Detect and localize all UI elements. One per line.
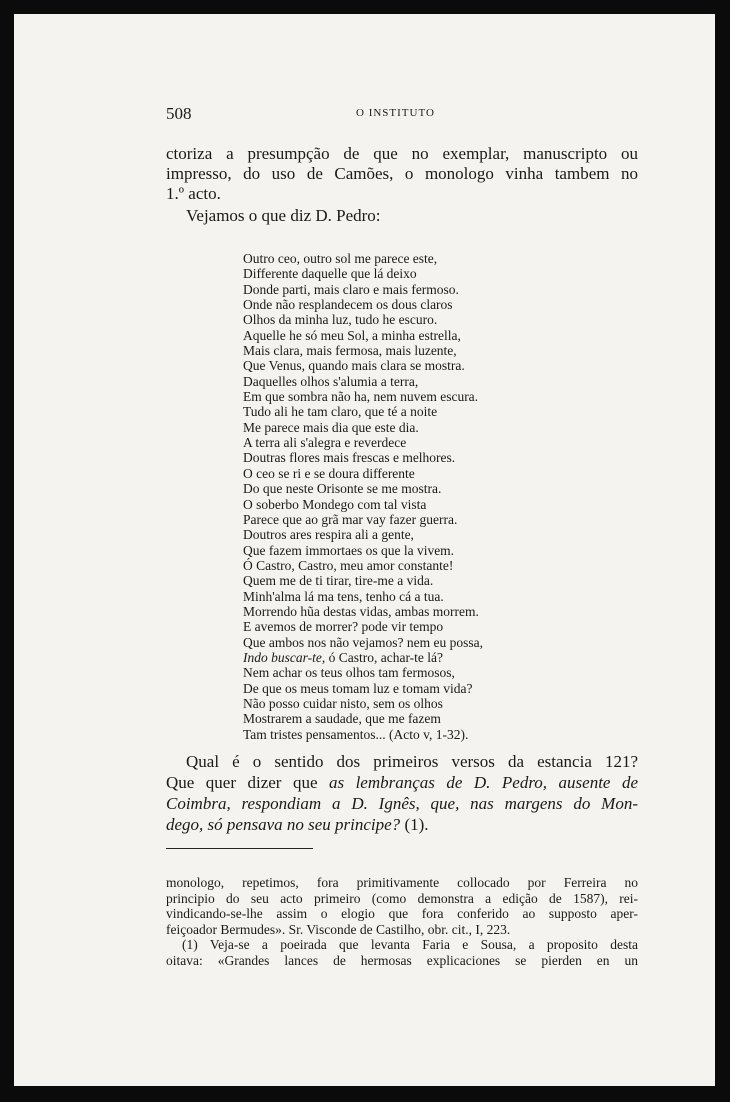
- italic-text: dego, só pensava no seu principe?: [166, 815, 401, 834]
- footnote-line: feiçoador Bermudes». Sr. Visconde de Castilho, obr. cit., I, 223.: [166, 921, 511, 937]
- poem-verse-last: [243, 727, 633, 742]
- poem-verse: Em que sombra não ha, nem nuvem escura.: [243, 389, 479, 405]
- poem-verse: Não posso cuidar nisto, sem os olhos: [243, 695, 443, 711]
- note-ref: (1).: [400, 815, 429, 834]
- poem-verse: Do que neste Orisonte se me mostra.: [243, 481, 442, 497]
- poem-block: [243, 251, 633, 742]
- poem-verse: De que os meus tomam luz e tomam vida?: [243, 680, 473, 696]
- text-line: Qual é o sentido dos primeiros versos da estancia 121?: [186, 752, 638, 771]
- text-line: [166, 772, 638, 793]
- poem-verse: Morrendo hũa destas vidas, ambas morrem.: [243, 603, 479, 619]
- poem-verse: Daquelles olhos s'alumia a terra,: [243, 373, 419, 389]
- poem-verse: Que ambos nos não vejamos? nem eu possa,: [243, 634, 483, 650]
- italic-text: as lembranças de D. Pedro, ausente de: [328, 773, 638, 792]
- page-number: 508: [166, 104, 192, 123]
- text-line: ctoriza a presumpção de que no exemplar, manuscripto ou: [166, 144, 638, 163]
- poem-verse: Mais clara, mais fermosa, mais luzente,: [243, 343, 457, 359]
- poem-verse: Doutras flores mais frescas e melhores.: [243, 450, 456, 466]
- poem-verse: Onde não resplandecem os dous claros: [243, 297, 453, 313]
- poem-verse: Outro ceo, outro sol me parece este,: [243, 251, 438, 266]
- poem-verse: Que Venus, quando mais clara se mostra.: [243, 358, 465, 374]
- running-title: O INSTITUTO: [356, 107, 435, 119]
- verse-citation: (Acto v, 1-32).: [389, 726, 469, 742]
- poem-verse: Differente daquelle que lá deixo: [243, 266, 417, 282]
- verse-rest: ó Castro, achar-te lá?: [325, 649, 444, 665]
- text-line: impresso, do uso de Camões, o monologo vinha tambem no: [166, 164, 638, 183]
- footnote-line: oitava: «Grandes lances de hermosas explicaciones se pierden en un: [166, 952, 638, 968]
- footnote-line: (1) Veja-se a poeirada que levanta Faria e Sousa, a proposito desta: [182, 937, 638, 952]
- footnote-line: principio do seu acto primeiro (como demonstra a edição de 1587), rei-: [166, 890, 638, 906]
- poem-verse: Aquelle he só meu Sol, a minha estrella,: [243, 327, 461, 343]
- footnote-line: monologo, repetimos, fora primitivamente collocado por Ferreira no: [166, 875, 638, 890]
- paragraph-question: [166, 751, 638, 835]
- poem-verse: Tudo ali he tam claro, que té a noite: [243, 404, 438, 420]
- text-line: [166, 793, 638, 814]
- footnote-rule: [166, 848, 313, 849]
- poem-verse: Olhos da minha luz, tudo he escuro.: [243, 312, 438, 328]
- intro-line: Vejamos o que diz D. Pedro:: [186, 206, 381, 225]
- page-header: [166, 104, 636, 124]
- poem-verse-italic: [243, 650, 633, 665]
- text-line: [166, 814, 638, 835]
- poem-verse: O soberbo Mondego com tal vista: [243, 496, 427, 512]
- poem-verse: Parece que ao grã mar vay fazer guerra.: [243, 511, 458, 527]
- italic-phrase: Indo buscar-te,: [243, 649, 326, 665]
- poem-verse: A terra ali s'alegra e reverdece: [243, 435, 407, 451]
- poem-verse: E avemos de morrer? pode vir tempo: [243, 619, 444, 635]
- text-line: 1.º acto.: [166, 184, 221, 203]
- poem-verse: Quem me de ti tirar, tire-me a vida.: [243, 573, 434, 589]
- poem-verse: Nem achar os teus olhos tam fermosos,: [243, 665, 455, 681]
- footnote-1: [166, 937, 638, 968]
- plain-text: Que quer dizer que: [166, 773, 329, 792]
- footnote-line: vindicando-se-lhe assim o elogio que fora conferido ao supposto aper-: [166, 906, 638, 921]
- book-page: [14, 14, 715, 1086]
- poem-verse: Mostrarem a saudade, que me fazem: [243, 711, 441, 727]
- poem-verse: Me parece mais dia que este dia.: [243, 419, 419, 435]
- footnote-continuation: [166, 875, 638, 937]
- poem-verse: Doutros ares respira ali a gente,: [243, 527, 414, 543]
- verse-text: Tam tristes pensamentos...: [243, 726, 386, 742]
- poem-verse: Minh'alma lá ma tens, tenho cá a tua.: [243, 588, 444, 604]
- paragraph-top: [166, 144, 638, 204]
- poem-verse: Donde parti, mais claro e mais fermoso.: [243, 281, 459, 297]
- italic-text: Coimbra, respondiam a D. Ignês, que, nas margens do Mon-: [166, 794, 638, 813]
- poem-verse: O ceo se ri e se doura differente: [243, 465, 415, 481]
- poem-verse: Que fazem immortaes os que la vivem.: [243, 542, 455, 558]
- poem-verse: Ó Castro, Castro, meu amor constante!: [243, 557, 454, 573]
